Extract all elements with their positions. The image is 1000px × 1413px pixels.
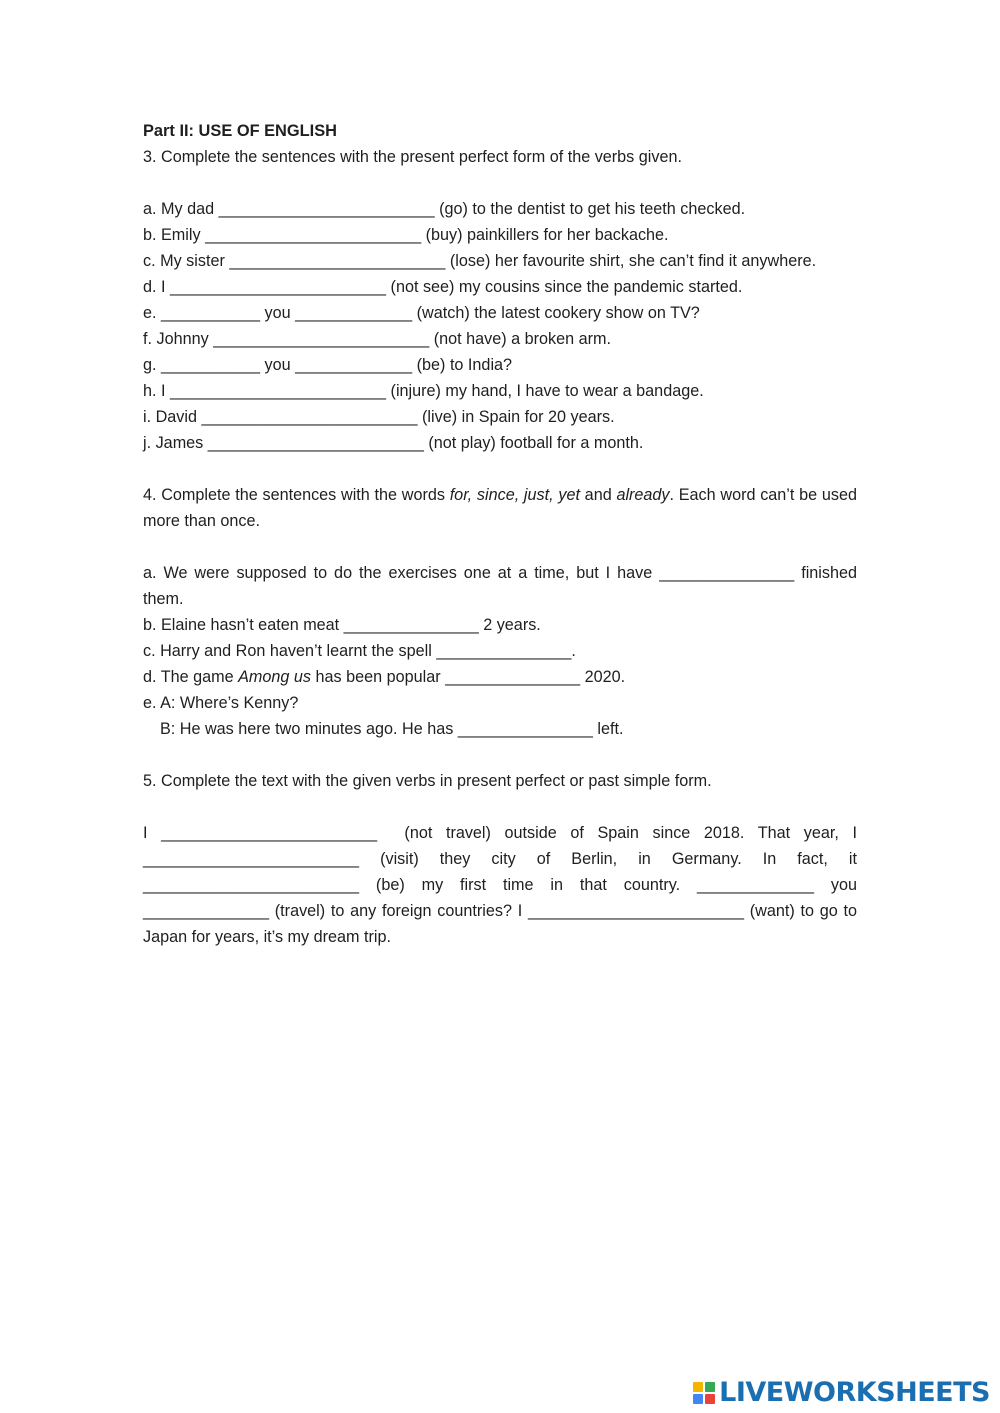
- brand-name: LIVEWORKSHEETS: [719, 1377, 990, 1408]
- exercise-5: [143, 768, 862, 950]
- logo-square: [705, 1382, 715, 1392]
- exercise-3-item-h: h. I ________________________ (injure) my hand, I have to wear a bandage.: [143, 382, 704, 400]
- exercise-3-item-i: i. David ________________________ (live) in Spain for 20 years.: [143, 408, 615, 426]
- logo-square: [693, 1394, 703, 1404]
- exercise-3-item-j: j. James ________________________ (not play) football for a month.: [143, 434, 644, 452]
- exercise-4-item-b: b. Elaine hasn’t eaten meat _______________ 2 years.: [143, 616, 541, 634]
- exercise-3-item-f: f. Johnny ________________________ (not have) a broken arm.: [143, 330, 611, 348]
- liveworksheets-logo: [693, 1377, 990, 1408]
- exercise-3-item-a: a. My dad ________________________ (go) to the dentist to get his teeth checked.: [143, 200, 746, 218]
- logo-square: [693, 1382, 703, 1392]
- exercise-4-item-e-a: e. A: Where’s Kenny?: [143, 694, 299, 712]
- exercise-4-item-c: c. Harry and Ron haven’t learnt the spell _______________.: [143, 642, 576, 660]
- logo-mark-icon: [693, 1382, 715, 1404]
- exercise-4: [143, 482, 862, 742]
- exercise-3-item-b: b. Emily ________________________ (buy) painkillers for her backache.: [143, 226, 669, 244]
- exercise-3-item-g: g. ___________ you _____________ (be) to India?: [143, 356, 513, 374]
- exercise-3-item-c: c. My sister ________________________ (lose) her favourite shirt, she can’t find it anywhere.: [143, 252, 817, 270]
- exercise-4-item-a: a. We were supposed to do the exercises one at a time, but I have _______________ finished them.: [143, 564, 862, 608]
- exercise-4-instruction: 4. Complete the sentences with the words for, since, just, yet and already. Each word can’t be used more than once.: [143, 486, 862, 530]
- exercise-4-item-e-b: B: He was here two minutes ago. He has _______________ left.: [160, 720, 624, 738]
- exercise-3-item-d: d. I ________________________ (not see) my cousins since the pandemic started.: [143, 278, 743, 296]
- exercise-3: [143, 144, 857, 456]
- logo-square: [705, 1394, 715, 1404]
- exercise-3-item-e: e. ___________ you _____________ (watch) the latest cookery show on TV?: [143, 304, 700, 322]
- exercise-4-item-d: d. The game Among us has been popular _______________ 2020.: [143, 668, 626, 686]
- exercise-3-instruction: 3. Complete the sentences with the present perfect form of the verbs given.: [143, 148, 682, 166]
- worksheet-page: [143, 118, 862, 950]
- exercise-5-text: I ________________________ (not travel) outside of Spain since 2018. That year, I ________________________ (visit) they city of Berlin, in Germany. In fact, it ________________________ (be) my first time in that country. _____________ you ______________ (travel) to any foreign countries? I ________________________ (want) to go to Japan for years, it’s my dream trip.: [143, 824, 862, 946]
- section-heading: Part II: USE OF ENGLISH: [143, 122, 337, 140]
- exercise-5-instruction: 5. Complete the text with the given verbs in present perfect or past simple form.: [143, 772, 712, 790]
